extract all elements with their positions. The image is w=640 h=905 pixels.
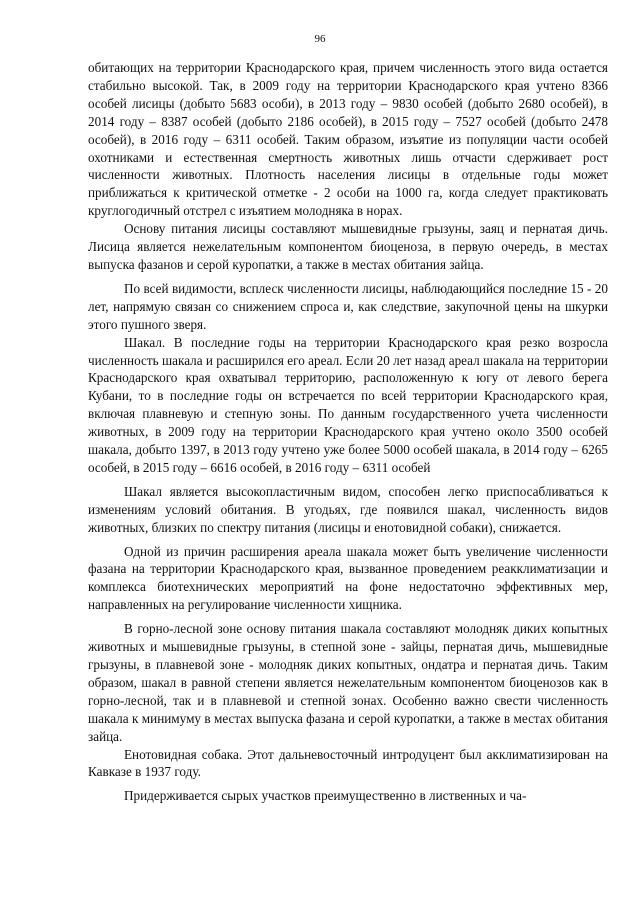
paragraph-raccoon-dog-intro: Енотовидная собака. Этот дальневосточный интродуцент был акклиматизирован на Кавказе в 1937 году. (88, 746, 608, 780)
paragraph-fox-population: обитающих на территории Краснодарского края, причем численность этого вида остается стабильно высокой. Так, в 2009 году на территории Краснодарского края учтено 8366 особей лисицы (добыто 5683 особи), в 2013 году – 9830 особей (добыто 2680 особей), в 2014 году – 8387 особей (добыто 2186 особей), в 2015 году – 7527 особей (добыто 2478 особей), в 2016 году – 6311 особей. Таким образом, изъятие из популяции части особей охотниками и естественная смертность животных лишь отчасти сдерживает рост численности животных. Плотность населения лисицы в отдельные годы может приближаться к критической отметке - 2 особи на 1000 га, когда следует практиковать круглогодичный отстрел с изъятием молодняка в норах. (88, 60, 608, 219)
paragraph-raccoon-dog-habitat: Придерживается сырых участков преимущественно в лиственных и ча- (124, 788, 527, 804)
paragraph-fox-population-surge: По всей видимости, всплеск численности лисицы, наблюдающийся последние 15 - 20 лет, напрямую связан со снижением спроса и, как следствие, закупочной цены на шкурки этого пушного зверя. (88, 280, 608, 332)
paragraph-fox-diet: Основу питания лисицы составляют мышевидные грызуны, заяц и пернатая дичь. Лисица является нежелательным компонентом биоценоза, в первую очередь, в местах выпуска фазанов и серой куропатки, а также в местах обитания зайца. (88, 221, 608, 272)
paragraph-jackal-range-causes: Одной из причин расширения ареала шакала может быть увеличение численности фазана на территории Краснодарского края, вызванное проведением реакклиматизации и комплекса биотехнических мероприятий на фоне недостаточно эффективных мер, направленных на регулирование численности хищника. (88, 543, 608, 613)
paragraph-jackal-adaptability: Шакал является высокопластичным видом, способен легко приспосабливаться к изменениям условий обитания. В угодьях, где появился шакал, численность видов животных, близких по спектру питания (лисицы и енотовидной собаки), снижается. (88, 483, 608, 535)
paragraph-jackal-diet: В горно-лесной зоне основу питания шакала составляют молодняк диких копытных животных и мышевидные грызуны, в степной зоне - зайцы, пернатая дичь, мышевидные грызуны, в плавневой зоне - молодняк диких копытных, ондатра и пернатая дичь. Таким образом, шакал в равной степени является нежелательным компонентом биоценозов как в горно-лесной, так и в плавневой и степной зонах. Особенно важно свести численность шакала к минимуму в местах выпуска фазана и серой куропатки, а также в местах обитания зайца. (88, 621, 608, 744)
page-body (88, 59, 608, 805)
page-number: 96 (314, 33, 326, 45)
paragraph-jackal-range: Шакал. В последние годы на территории Краснодарского края резко возросла численность шакала и расширился его ареал. Если 20 лет назад ареал шакала на территории Краснодарского края охватывал территорию, расположенную к югу от левого берега Кубани, то в последние годы он встречается по всей территории Краснодарского края, включая плавневую и степную зоны. По данным государственного учета численности животных, в 2009 году на территории Краснодарского края учтено около 3500 особей шакала, добыто 1397, в 2013 году учтено уже более 5000 особей шакала, в 2014 году – 6265 особей, в 2015 году – 6616 особей, в 2016 году – 6311 особей (88, 334, 608, 475)
